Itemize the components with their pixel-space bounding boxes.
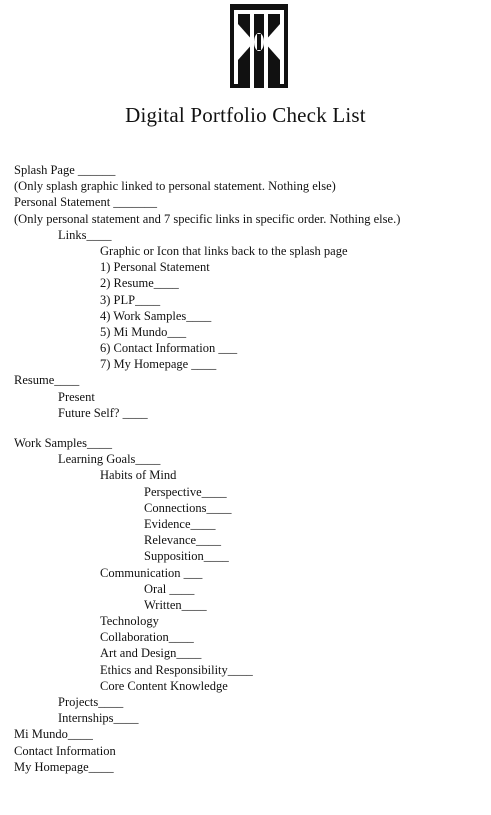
checklist-item-personal-statement: Personal Statement _______ bbox=[14, 195, 158, 210]
checklist-note-splash: (Only splash graphic linked to personal statement. Nothing else) bbox=[14, 179, 336, 194]
checklist-item-link-back: Graphic or Icon that links back to the splash page bbox=[100, 243, 348, 258]
checklist-item-internships: Internships____ bbox=[58, 711, 139, 726]
checklist-item-art-and-design: Art and Design____ bbox=[100, 646, 202, 661]
portfolio-logo-icon bbox=[230, 4, 288, 88]
checklist-item-link-1: 1) Personal Statement bbox=[100, 260, 210, 275]
checklist-item-evidence: Evidence____ bbox=[144, 516, 216, 531]
checklist-item-connections: Connections____ bbox=[144, 500, 232, 515]
checklist-item-work-samples: Work Samples____ bbox=[14, 436, 112, 450]
checklist-item-learning-goals: Learning Goals____ bbox=[58, 452, 161, 467]
checklist-item-core-content: Core Content Knowledge bbox=[100, 678, 228, 693]
checklist-item-links: Links____ bbox=[58, 227, 112, 242]
checklist-item-my-homepage: My Homepage____ bbox=[14, 759, 114, 774]
checklist-item-supposition: Supposition____ bbox=[144, 549, 229, 564]
checklist-item-perspective: Perspective____ bbox=[144, 484, 227, 499]
checklist-item-written: Written____ bbox=[144, 597, 207, 612]
section-gap bbox=[14, 421, 484, 435]
checklist-item-oral: Oral ____ bbox=[144, 581, 195, 596]
checklist-item-resume: Resume____ bbox=[14, 373, 80, 388]
checklist bbox=[14, 162, 484, 775]
checklist-note-personal-statement: (Only personal statement and 7 specific links in specific order. Nothing else.) bbox=[14, 211, 401, 226]
page-title: Digital Portfolio Check List bbox=[125, 103, 366, 127]
checklist-item-link-2: 2) Resume____ bbox=[100, 276, 179, 291]
checklist-item-splash-page: Splash Page ______ bbox=[14, 163, 116, 177]
checklist-item-contact-information: Contact Information bbox=[14, 743, 116, 758]
checklist-item-habits-of-mind: Habits of Mind bbox=[100, 468, 177, 483]
checklist-item-link-6: 6) Contact Information ___ bbox=[100, 341, 238, 356]
checklist-item-link-5: 5) Mi Mundo___ bbox=[100, 324, 187, 339]
checklist-item-link-3: 3) PLP____ bbox=[100, 292, 161, 307]
checklist-item-mi-mundo: Mi Mundo____ bbox=[14, 727, 93, 742]
checklist-item-communication: Communication ___ bbox=[100, 565, 203, 580]
checklist-item-projects: Projects____ bbox=[58, 695, 124, 709]
checklist-item-link-4: 4) Work Samples____ bbox=[100, 308, 212, 323]
checklist-item-collaboration: Collaboration____ bbox=[100, 630, 194, 645]
checklist-item-ethics: Ethics and Responsibility____ bbox=[100, 662, 253, 677]
checklist-item-resume-future: Future Self? ____ bbox=[58, 405, 148, 420]
checklist-item-technology: Technology bbox=[100, 614, 159, 629]
checklist-item-relevance: Relevance____ bbox=[144, 533, 222, 548]
checklist-item-resume-present: Present bbox=[58, 389, 95, 404]
checklist-item-link-7: 7) My Homepage ____ bbox=[100, 357, 217, 372]
